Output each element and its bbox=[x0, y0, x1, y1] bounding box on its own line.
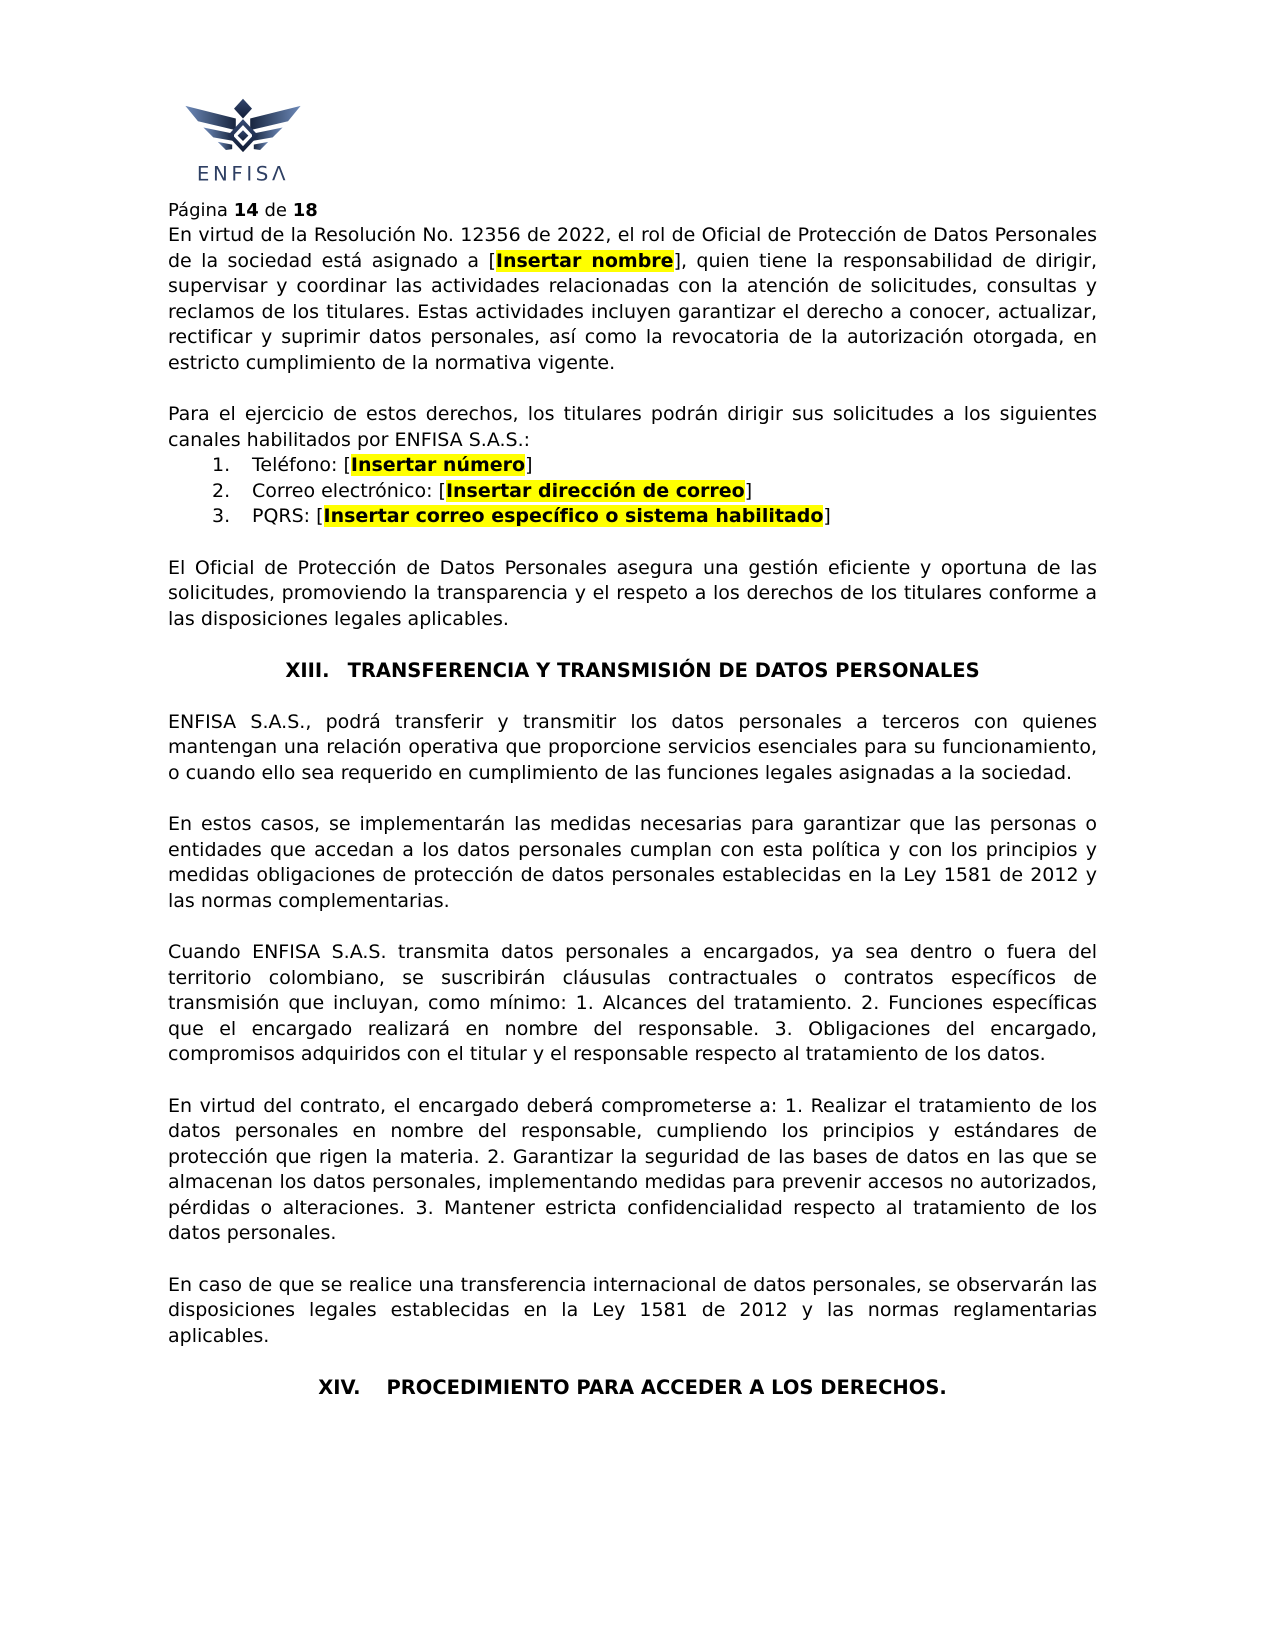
paragraph-channels-intro: Para el ejercicio de estos derechos, los titulares podrán dirigir sus solicitudes a los siguientes canales habilitados por ENFISA S.A.S.: bbox=[168, 403, 1097, 451]
section-heading-xiii bbox=[168, 658, 1097, 684]
logo-diamond bbox=[234, 99, 252, 119]
page-number-current: 14 bbox=[233, 200, 259, 221]
page-number-word: Página bbox=[168, 200, 228, 221]
channel-item-phone bbox=[168, 453, 1097, 479]
list-number: 1. bbox=[212, 454, 231, 476]
page-number-of: de bbox=[264, 200, 287, 221]
placeholder-insert-phone: Insertar número bbox=[350, 454, 526, 476]
list-item-text bbox=[252, 479, 752, 505]
list-number: 3. bbox=[212, 505, 231, 527]
list-number: 2. bbox=[212, 479, 231, 502]
paragraph-contract-obligations: En virtud del contrato, el encargado deberá comprometerse a: 1. Realizar el tratamiento de los datos personales en nombre del responsable, cumpliendo los principios y estándares de protección que rigen la materia. 2. Garantizar la seguridad de las bases de datos en las que se almacenan los datos personales, implementando medidas para prevenir accesos no autorizados, pérdidas o alteraciones. 3. Mantener estricta confidencialidad respecto al tratamiento de los datos personales. bbox=[168, 1094, 1097, 1244]
bracket-close: ] bbox=[744, 479, 753, 502]
section-title: TRANSFERENCIA Y TRANSMISIÓN DE DATOS PERSONALES bbox=[347, 659, 980, 682]
bracket-close: ] bbox=[823, 505, 831, 527]
paragraph-text: ], quien tiene la responsabilidad de dirigir, supervisar y coordinar las actividades relacionadas con la atención de solicitudes, consultas y reclamos de los titulares. Estas actividades incluyen garantizar el derecho a conocer, actualizar, rectificar y suprimir datos personales, así como la revocatoria de la autorización otorgada, en estricto cumplimiento de la normativa vigente. bbox=[168, 249, 1097, 374]
page-number bbox=[168, 198, 1097, 223]
paragraph-transmission-contracts: Cuando ENFISA S.A.S. transmita datos personales a encargados, ya sea dentro o fuera del territorio colombiano, se suscribirán cláusulas contractuales o contratos específicos de transmisión que incluyan, como mínimo: 1. Alcances del tratamiento. 2. Funciones específicas que el encargado realizará en nombre del responsable. 3. Obligaciones del encargado, compromisos adquiridos con el titular y el responsable respecto al tratamiento de los datos. bbox=[168, 941, 1097, 1065]
paragraph-measures: En estos casos, se implementarán las medidas necesarias para garantizar que las personas o entidades que accedan a los datos personales cumplan con esta política y con los principios y medidas obligaciones de protección de datos personales establecidas en la Ley 1581 de 2012 y las normas complementarias. bbox=[168, 813, 1097, 912]
placeholder-insert-pqrs: Insertar correo específico o sistema habilitado bbox=[323, 505, 824, 527]
section-heading-xiv bbox=[168, 1375, 1097, 1401]
channels-list bbox=[168, 453, 1097, 530]
channel-label: Teléfono: [ bbox=[252, 454, 351, 476]
enfisa-logo bbox=[180, 96, 1097, 186]
channel-label: PQRS: [ bbox=[252, 505, 324, 527]
channel-item-pqrs bbox=[168, 504, 1097, 530]
list-item-text bbox=[252, 504, 831, 530]
paragraph-officer-assurance: El Oficial de Protección de Datos Personales asegura una gestión eficiente y oportuna de las solicitudes, promoviendo la transparencia y el respeto a los derechos de los titulares conforme a las disposiciones legales aplicables. bbox=[168, 556, 1097, 630]
channel-item-email bbox=[168, 479, 1097, 505]
section-title: PROCEDIMIENTO PARA ACCEDER A LOS DERECHOS. bbox=[386, 1376, 947, 1399]
section-numeral: XIII. bbox=[285, 659, 330, 682]
list-item-text bbox=[252, 453, 533, 479]
enfisa-logo-emblem bbox=[180, 96, 306, 186]
page-number-total: 18 bbox=[292, 200, 318, 221]
channel-label: Correo electrónico: [ bbox=[252, 479, 446, 502]
paragraph-transfer-intro: ENFISA S.A.S., podrá transferir y transmitir los datos personales a terceros con quienes mantengan una relación operativa que proporcione servicios esenciales para su funcionamiento, o cuando ello sea requerido en cumplimiento de las funciones legales asignadas a la sociedad. bbox=[168, 710, 1097, 784]
placeholder-insert-name: Insertar nombre bbox=[495, 249, 674, 272]
logo-left-wing bbox=[185, 106, 235, 130]
enfisa-wordmark: ENFISΛ bbox=[196, 162, 290, 186]
document-content bbox=[168, 96, 1097, 1427]
logo-right-feather-small bbox=[254, 142, 268, 150]
logo-left-feather-small bbox=[218, 142, 232, 150]
bracket-close: ] bbox=[525, 454, 533, 476]
logo-knot-center bbox=[238, 130, 249, 141]
logo-right-wing bbox=[250, 106, 300, 130]
paragraph-data-officer-role bbox=[168, 223, 1097, 376]
paragraph-international-transfer: En caso de que se realice una transferencia internacional de datos personales, se observarán las disposiciones legales establecidas en la Ley 1581 de 2012 y las normas reglamentarias aplicables. bbox=[168, 1273, 1097, 1347]
paragraph-text: En virtud de la Resolución No. 12356 de 2022, el rol de Oficial de Protección de Datos Personales de la sociedad está asignado a [ bbox=[168, 224, 1097, 272]
section-numeral: XIV. bbox=[318, 1376, 361, 1399]
placeholder-insert-email: Insertar dirección de correo bbox=[445, 479, 745, 502]
